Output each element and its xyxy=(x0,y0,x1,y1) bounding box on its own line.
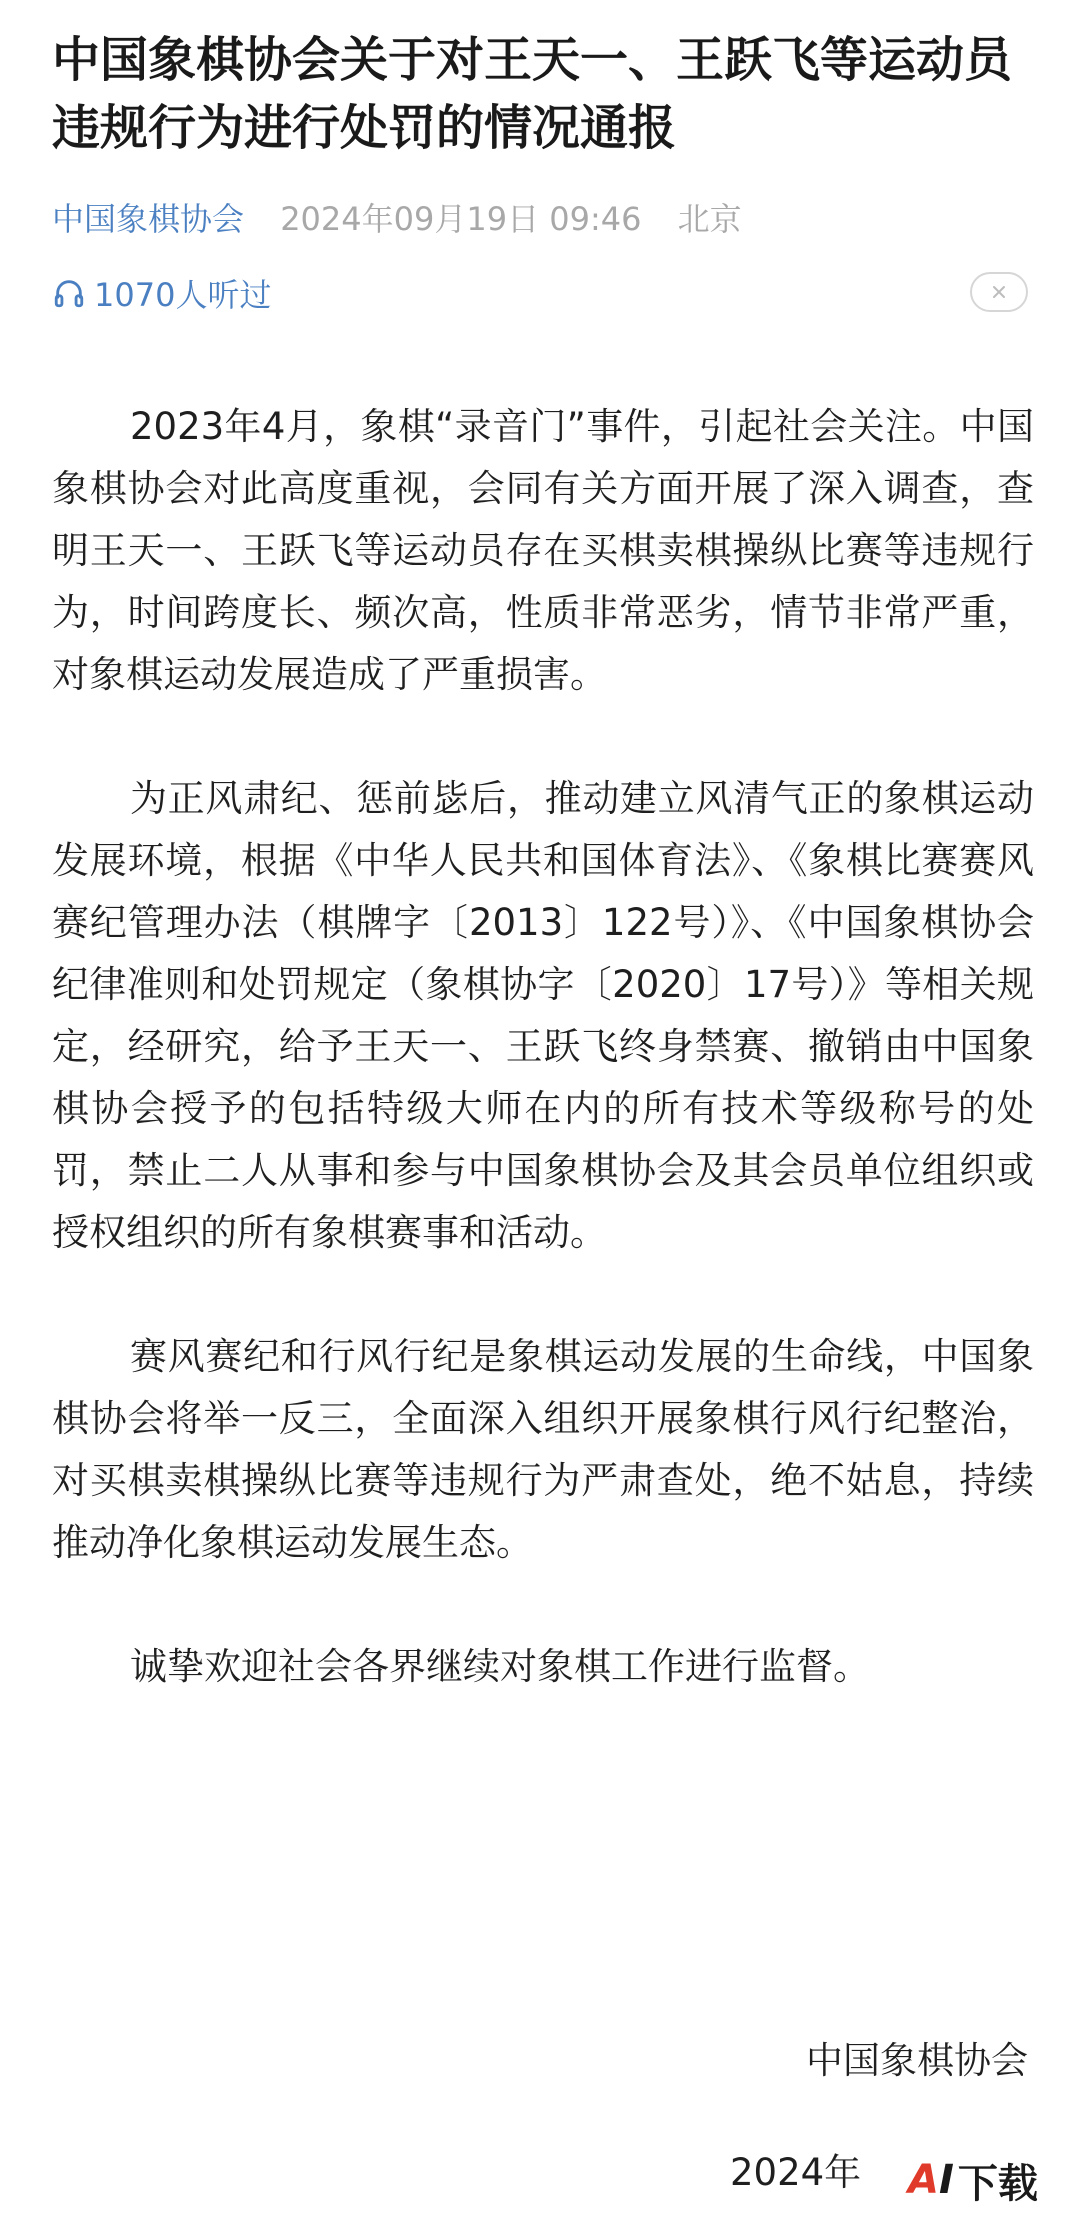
paragraph: 2023年4月，象棋“录音门”事件，引起社会关注。中国象棋协会对此高度重视，会同有关方面开展了深入调查，查明王天一、王跃飞等运动员存在买棋卖棋操纵比赛等违规行为，时间跨度长、频次高，性质非常恶劣，情节非常严重，对象棋运动发展造成了严重损害。 xyxy=(52,405,1034,696)
paragraph: 赛风赛纪和行风行纪是象棋运动发展的生命线，中国象棋协会将举一反三，全面深入组织开展象棋行风行纪整治，对买棋卖棋操纵比赛等违规行为严肃查处，绝不姑息，持续推动净化象棋运动发展生态。 xyxy=(52,1335,1034,1564)
close-listen-button[interactable] xyxy=(970,272,1028,312)
signature-date: 2024年 xyxy=(730,2151,862,2194)
listen-button[interactable] xyxy=(52,270,271,316)
headphone-icon xyxy=(52,276,86,310)
watermark-a: A xyxy=(908,2157,939,2203)
close-icon xyxy=(991,284,1007,300)
signature: 中国象棋协会 xyxy=(806,2039,1028,2082)
article-body xyxy=(52,396,1034,1760)
paragraph: 为正风肃纪、惩前毖后，推动建立风清气正的象棋运动发展环境，根据《中华人民共和国体育法》、《象棋比赛赛风赛纪管理办法（棋牌字〔2013〕122号）》、《中国象棋协会纪律准则和处罚规定（象棋协字〔2020〕17号）》等相关规定，经研究，给予王天一、王跃飞终身禁赛、撤销由中国象棋协会授予的包括特级大师在内的所有技术等级称号的处罚，禁止二人从事和参与中国象棋协会及其会员单位组织或授权组织的所有象棋赛事和活动。 xyxy=(52,777,1034,1254)
publish-date: 2024年09月19日 09:46 xyxy=(280,200,642,238)
publish-location: 北京 xyxy=(677,200,742,238)
article-meta xyxy=(52,196,742,242)
author-link[interactable]: 中国象棋协会 xyxy=(52,200,245,238)
watermark-i: I xyxy=(938,2157,954,2203)
paragraph: 诚挚欢迎社会各界继续对象棋工作进行监督。 xyxy=(130,1645,870,1688)
watermark-text: 下载 xyxy=(957,2160,1038,2207)
listen-count: 1070人听过 xyxy=(94,276,272,314)
watermark-logo xyxy=(900,2152,1046,2208)
article-title: 中国象棋协会关于对王天一、王跃飞等运动员违规行为进行处罚的情况通报 xyxy=(52,32,1013,156)
